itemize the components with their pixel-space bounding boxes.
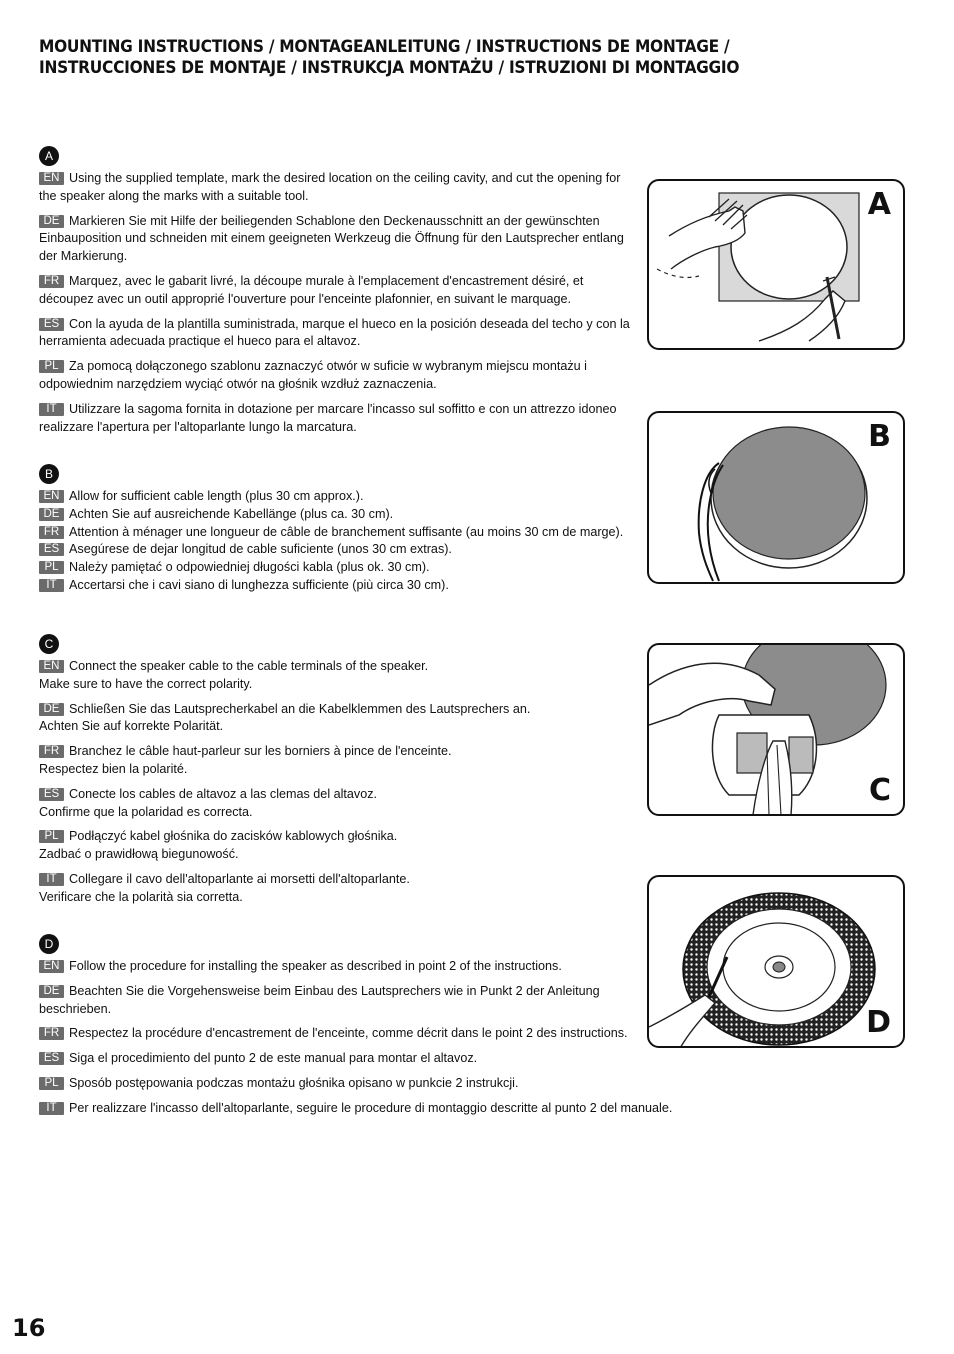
section-a (39, 146, 639, 443)
section-b-es-text: Asegúrese de dejar longitud de cable suficiente (unos 30 cm extras). (69, 542, 452, 557)
lang-tag-it: IT (39, 579, 64, 592)
section-c-pl (39, 828, 639, 864)
section-b-it (39, 577, 639, 595)
section-b-it-text: Accertarsi che i cavi siano di lunghezza sufficiente (più circa 30 cm). (69, 577, 449, 592)
lang-tag-fr: FR (39, 526, 64, 539)
figure-a-template-marking (647, 179, 905, 350)
section-b-es (39, 541, 639, 559)
figure-c-connect-cable (647, 643, 905, 816)
lang-tag-es: ES (39, 788, 64, 801)
section-c-marker: C (39, 634, 59, 654)
page-number: 16 (12, 1314, 46, 1342)
section-c-de (39, 701, 639, 737)
section-d-marker: D (39, 934, 59, 954)
lang-tag-de: DE (39, 508, 64, 521)
section-c-it-line2: Verificare che la polarità sia corretta. (39, 889, 243, 904)
lang-tag-pl: PL (39, 1077, 64, 1090)
lang-tag-en: EN (39, 660, 64, 673)
section-a-fr-text: Marquez, avec le gabarit livré, la découpe murale à l'emplacement d'encastrement désiré, et découpez avec un outil approprié l'ouverture pour l'enceinte plafonnier, en suivant le marquage. (39, 273, 584, 306)
figure-a-letter: A (867, 187, 891, 222)
lang-tag-fr: FR (39, 1027, 64, 1040)
section-c-es-line1: Conecte los cables de altavoz a las clemas del altavoz. (69, 786, 378, 801)
figure-d-letter: D (866, 1005, 891, 1040)
section-a-pl (39, 358, 639, 394)
lang-tag-fr: FR (39, 745, 64, 758)
section-d-it (39, 1100, 729, 1118)
section-c-it (39, 871, 639, 907)
cable-illustration (649, 413, 905, 584)
section-d-pl-text: Sposób postępowania podczas montażu głośnika opisano w punkcie 2 instrukcji. (69, 1075, 519, 1090)
section-c-fr (39, 743, 639, 779)
section-a-fr (39, 273, 639, 309)
section-c-de-line2: Achten Sie auf korrekte Polarität. (39, 719, 224, 734)
section-c-en (39, 658, 639, 694)
lang-tag-it: IT (39, 403, 64, 416)
lang-tag-en: EN (39, 172, 64, 185)
section-b-pl-text: Należy pamiętać o odpowiedniej długości kabla (plus ok. 30 cm). (69, 560, 430, 575)
lang-tag-de: DE (39, 703, 64, 716)
section-d-de-text: Beachten Sie die Vorgehensweise beim Einbau des Lautsprechers wie in Punkt 2 der Anleitung beschrieben. (39, 983, 600, 1016)
lang-tag-es: ES (39, 543, 64, 556)
section-b-fr (39, 524, 639, 542)
section-b-de-text: Achten Sie auf ausreichende Kabellänge (plus ca. 30 cm). (69, 506, 394, 521)
section-b-de (39, 506, 639, 524)
section-c (39, 634, 639, 914)
section-a-en-text: Using the supplied template, mark the desired location on the ceiling cavity, and cut the opening for the speaker along the marks with a suitable tool. (39, 171, 621, 203)
section-c-fr-line1: Branchez le câble haut-parleur sur les borniers à pince de l'enceinte. (69, 744, 452, 759)
section-a-es-text: Con la ayuda de la plantilla suministrada, marque el hueco en la posición deseada del techo y con la herramienta adecuada practique el hueco para el altavoz. (39, 316, 630, 349)
title-line-2: INSTRUCCIONES DE MONTAJE / INSTRUKCJA MONTAŻU / ISTRUZIONI DI MONTAGGIO (39, 58, 740, 77)
figure-b-cable-length (647, 411, 905, 584)
section-c-it-line1: Collegare il cavo dell'altoparlante ai morsetti dell'altoparlante. (69, 871, 410, 886)
section-a-es (39, 316, 639, 352)
lang-tag-pl: PL (39, 561, 64, 574)
lang-tag-de: DE (39, 215, 64, 228)
section-d (39, 934, 729, 1125)
page-title (39, 36, 857, 78)
lang-tag-de: DE (39, 985, 64, 998)
section-c-pl-line1: Podłączyć kabel głośnika do zacisków kablowych głośnika. (69, 829, 398, 844)
section-c-en-line2: Make sure to have the correct polarity. (39, 676, 253, 691)
section-b-en (39, 488, 639, 506)
lang-tag-pl: PL (39, 360, 64, 373)
lang-tag-fr: FR (39, 275, 64, 288)
section-a-it (39, 401, 639, 437)
figure-d-install-speaker (647, 875, 905, 1048)
section-a-de-text: Markieren Sie mit Hilfe der beiliegenden Schablone den Deckenausschnitt an der gewünschten Einbauposition und schneiden mit einem geeigneten Werkzeug die Öffnung für den Lautsprecher entlang der Markierung. (39, 213, 624, 264)
section-a-marker: A (39, 146, 59, 166)
section-d-de (39, 983, 639, 1019)
section-d-es-text: Siga el procedimiento del punto 2 de este manual para montar el altavoz. (69, 1051, 478, 1066)
section-b (39, 464, 639, 595)
section-a-it-text: Utilizzare la sagoma fornita in dotazione per marcare l'incasso sul soffitto e con un attrezzo idoneo realizzare l'apertura per l'altoparlante lungo la marcatura. (39, 401, 617, 434)
section-d-pl (39, 1075, 729, 1093)
lang-tag-es: ES (39, 1052, 64, 1065)
section-d-fr-text: Respectez la procédure d'encastrement de l'enceinte, comme décrit dans le point 2 des instructions. (69, 1026, 628, 1041)
section-d-es (39, 1050, 729, 1068)
title-line-1: MOUNTING INSTRUCTIONS / MONTAGEANLEITUNG / INSTRUCTIONS DE MONTAGE / (39, 37, 730, 56)
section-d-en-text: Follow the procedure for installing the speaker as described in point 2 of the instructions. (69, 959, 562, 973)
section-a-pl-text: Za pomocą dołączonego szablonu zaznaczyć otwór w suficie w wybranym miejscu montażu i odpowiednim narzędziem wyciąć otwór na głośnik wzdłuż zaznaczenia. (39, 359, 587, 391)
lang-tag-es: ES (39, 318, 64, 331)
lang-tag-en: EN (39, 490, 64, 503)
lang-tag-en: EN (39, 960, 64, 973)
section-c-pl-line2: Zadbać o prawidłową biegunowość. (39, 847, 239, 862)
figure-b-letter: B (868, 419, 891, 454)
section-c-es-line2: Confirme que la polaridad es correcta. (39, 804, 253, 819)
section-b-pl (39, 559, 639, 577)
section-c-fr-line2: Respectez bien la polarité. (39, 761, 188, 776)
section-b-marker: B (39, 464, 59, 484)
terminal-illustration (649, 645, 905, 816)
section-c-de-line1: Schließen Sie das Lautsprecherkabel an die Kabelklemmen des Lautsprechers an. (69, 701, 531, 716)
lang-tag-pl: PL (39, 830, 64, 843)
template-illustration (649, 181, 905, 350)
section-a-en (39, 170, 639, 206)
section-d-en (39, 958, 639, 976)
lang-tag-it: IT (39, 873, 64, 886)
section-b-en-text: Allow for sufficient cable length (plus 30 cm approx.). (69, 489, 364, 503)
section-d-it-text: Per realizzare l'incasso dell'altoparlante, seguire le procedure di montaggio descritte al punto 2 del manuale. (69, 1100, 673, 1115)
section-c-en-line1: Connect the speaker cable to the cable terminals of the speaker. (69, 659, 429, 673)
section-c-es (39, 786, 639, 822)
lang-tag-it: IT (39, 1102, 64, 1115)
figure-c-letter: C (868, 773, 891, 808)
section-b-fr-text: Attention à ménager une longueur de câble de branchement suffisante (au moins 30 cm de marge). (69, 524, 624, 539)
section-d-fr (39, 1025, 639, 1043)
section-a-de (39, 213, 639, 266)
